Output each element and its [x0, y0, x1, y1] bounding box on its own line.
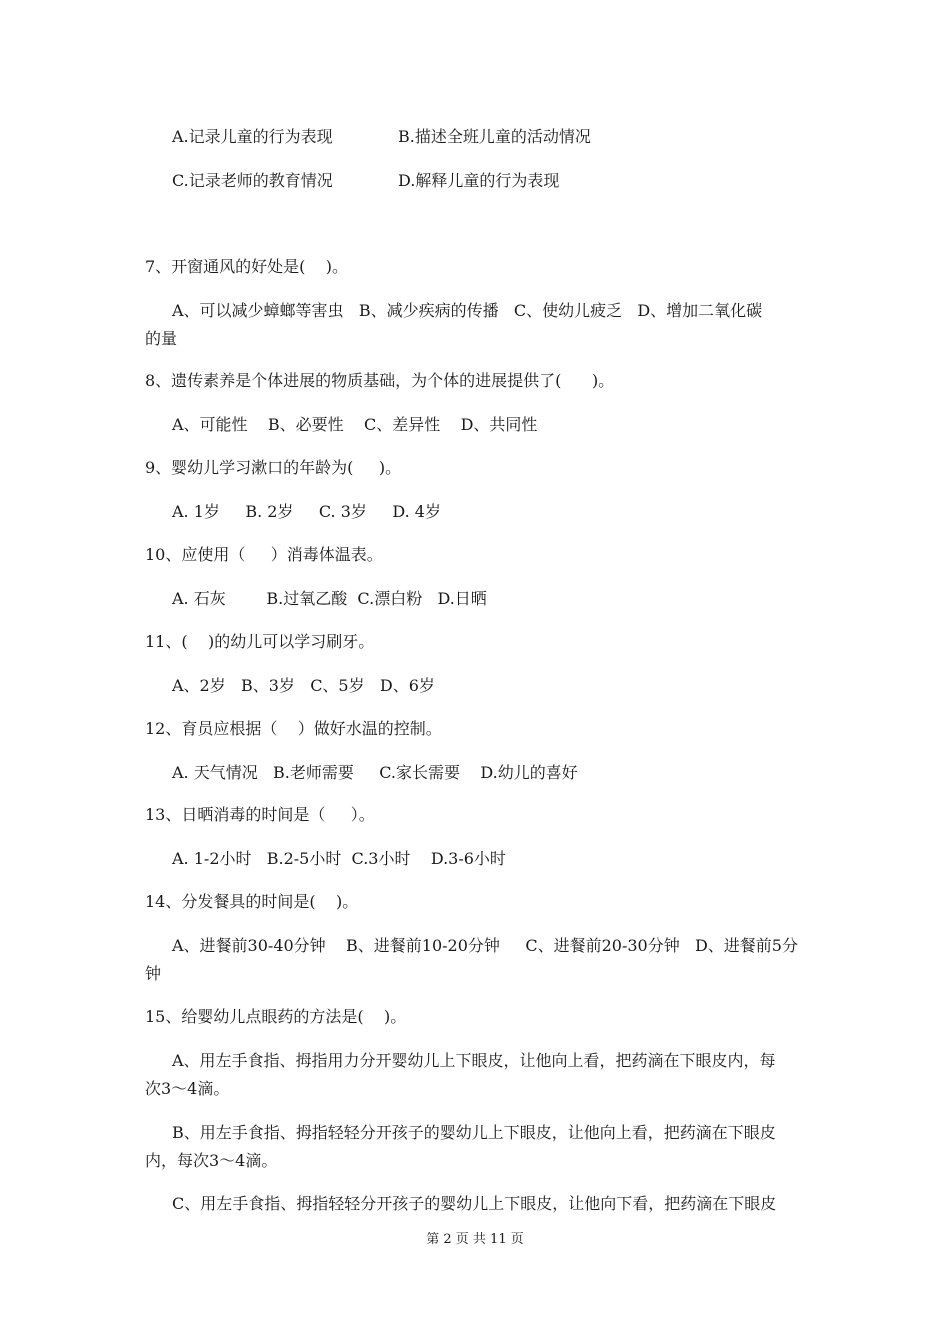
question-15-option-a-line-2: 次3～4滴。 [145, 1079, 230, 1098]
question-9-options: A. 1岁 B. 2岁 C. 3岁 D. 4岁 [172, 502, 441, 521]
page-footer: 第 2 页 共 11 页 [426, 1232, 524, 1247]
question-8-stem: 8、遗传素养是个体进展的物质基础，为个体的进展提供了( )。 [145, 371, 615, 390]
prev-option-c: C.记录老师的教育情况 [172, 171, 333, 190]
question-7-options-line-1: A、可以减少蟑螂等害虫 B、减少疾病的传播 C、使幼儿疲乏 D、增加二氧化碳 [172, 301, 763, 320]
prev-option-b: B.描述全班儿童的活动情况 [398, 127, 591, 146]
question-14-options-line-2: 钟 [145, 964, 162, 983]
question-7-stem: 7、开窗通风的好处是( )。 [145, 257, 349, 276]
prev-option-a: A.记录儿童的行为表现 [172, 127, 333, 146]
question-15-option-b-line-2: 内，每次3～4滴。 [145, 1151, 278, 1170]
question-12-stem: 12、育员应根据（ ）做好水温的控制。 [145, 719, 442, 738]
question-15-option-b-line-1: B、用左手食指、拇指轻轻分开孩子的婴幼儿上下眼皮，让他向上看，把药滴在下眼皮 [172, 1123, 776, 1142]
question-10-options: A. 石灰 B.过氧乙酸 C.漂白粉 D.日晒 [172, 589, 487, 608]
question-15-stem: 15、给婴幼儿点眼药的方法是( )。 [145, 1007, 407, 1026]
question-9-stem: 9、婴幼儿学习漱口的年龄为( )。 [145, 458, 402, 477]
question-13-options: A. 1-2小时 B.2-5小时 C.3小时 D.3-6小时 [172, 849, 506, 868]
question-14-options-line-1: A、进餐前30-40分钟 B、进餐前10-20分钟 C、进餐前20-30分钟 D、进餐前5分 [172, 936, 798, 955]
question-14-stem: 14、分发餐具的时间是( )。 [145, 892, 359, 911]
question-10-stem: 10、应使用（ ）消毒体温表。 [145, 545, 383, 564]
question-15-option-a-line-1: A、用左手食指、拇指用力分开婴幼儿上下眼皮，让他向上看，把药滴在下眼皮内，每 [172, 1051, 776, 1070]
question-15-option-c-line-1: C、用左手食指、拇指轻轻分开孩子的婴幼儿上下眼皮，让他向下看，把药滴在下眼皮 [172, 1194, 777, 1213]
question-13-stem: 13、日晒消毒的时间是（ ）。 [145, 805, 375, 824]
prev-option-d: D.解释儿童的行为表现 [398, 171, 560, 190]
question-11-options: A、2岁 B、3岁 C、5岁 D、6岁 [172, 676, 435, 695]
question-7-options-line-2: 的量 [145, 329, 178, 348]
question-8-options: A、可能性 B、必要性 C、差异性 D、共同性 [172, 415, 538, 434]
question-12-options: A. 天气情况 B.老师需要 C.家长需要 D.幼儿的喜好 [172, 763, 578, 782]
question-11-stem: 11、( )的幼儿可以学习刷牙。 [145, 632, 375, 651]
